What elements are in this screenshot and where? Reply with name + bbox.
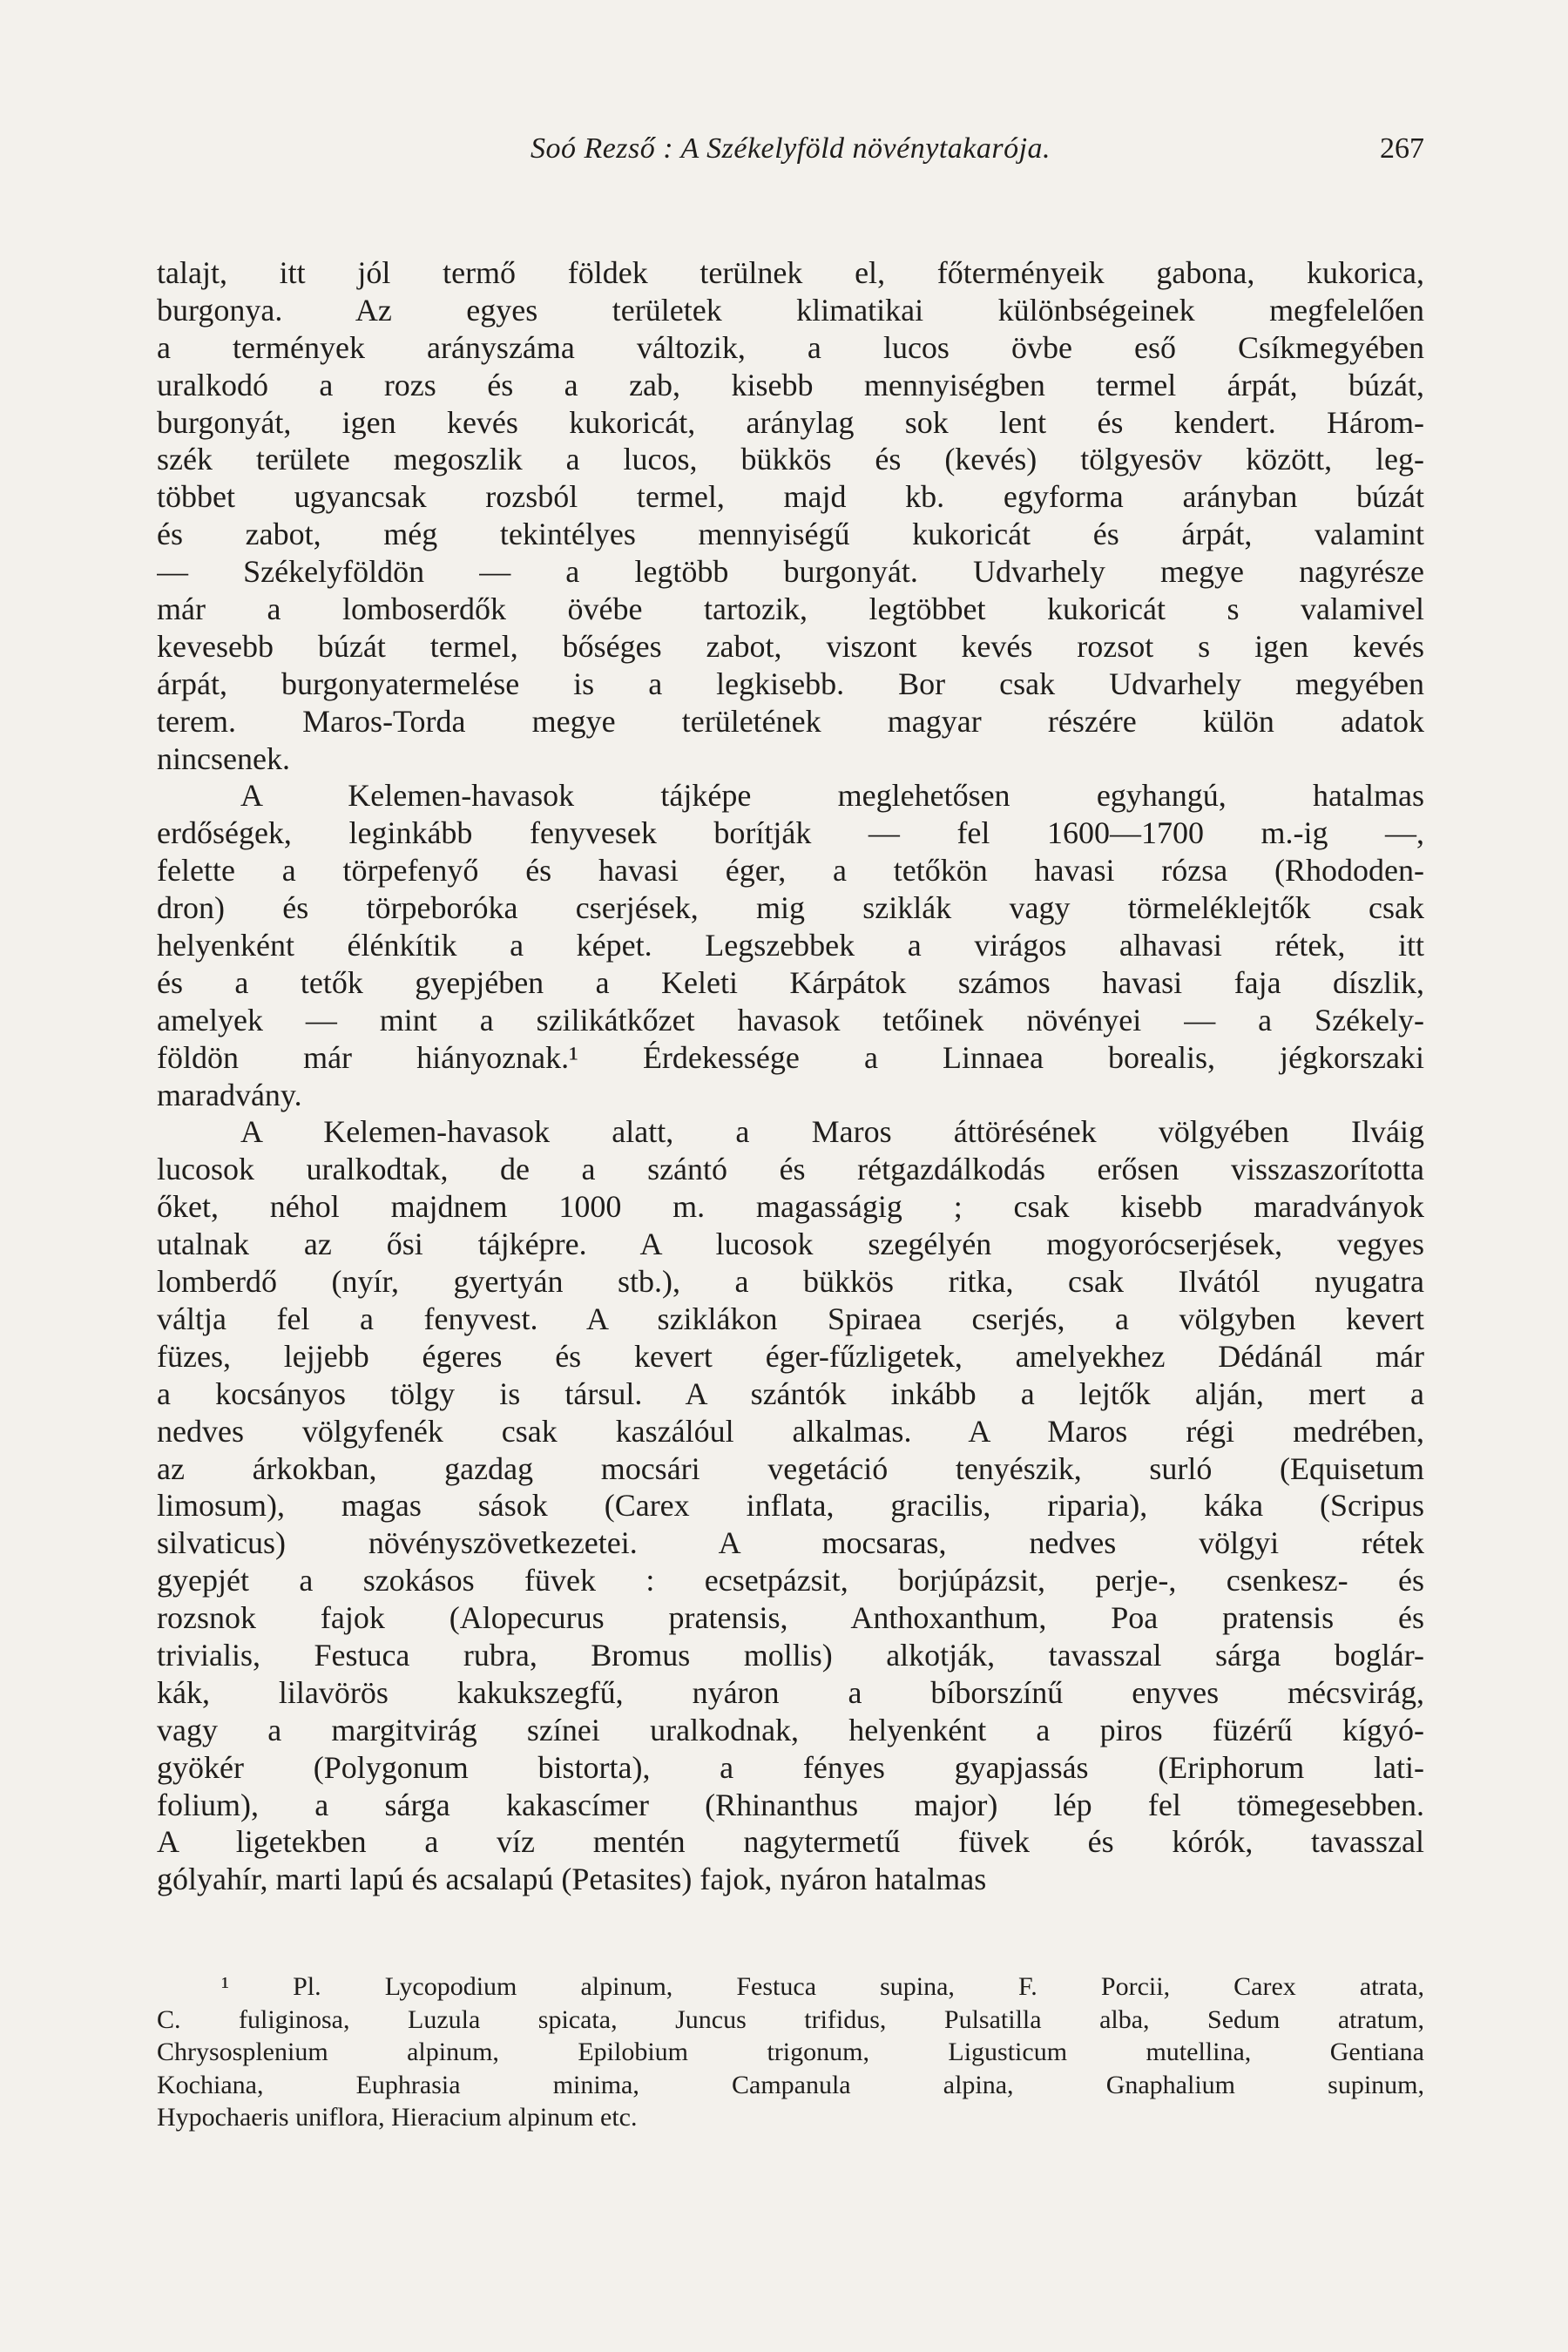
page-number: 267 [1380,132,1424,165]
text-line: gyökér (Polygonum bistorta), a fényes gyapjassás (Eriphorum lati- [157,1749,1424,1785]
text-line: burgonya. Az egyes területek klimatikai különbségeinek megfelelően [157,292,1424,328]
text-line: felette a törpefenyő és havasi éger, a tetőkön havasi rózsa (Rhododen- [157,853,1424,889]
text-line: talajt, itt jól termő földek terülnek el, főterményeik gabona, kukorica, [157,255,1424,290]
text-line: a kocsányos tölgy is társul. A szántók inkább a lejtők alján, mert a [157,1375,1424,1411]
text-line: burgonyát, igen kevés kukoricát, aránylag sok lent és kendert. Három- [157,404,1424,440]
text-line: rozsnok fajok (Alopecurus pratensis, Anthoxanthum, Poa pratensis és [157,1600,1424,1636]
text-line: dron) és törpeboróka cserjések, mig sziklák vagy törmeléklejtők csak [157,890,1424,926]
text-line: kevesebb búzát termel, bőséges zabot, viszont kevés rozsot s igen kevés [157,628,1424,664]
text-line: lomberdő (nyír, gyertyán stb.), a bükkös ritka, csak Ilvától nyugatra [157,1264,1424,1300]
text-line: A Kelemen-havasok alatt, a Maros áttörésének völgyében Ilváig [240,1114,1424,1150]
text-line: utalnak az ősi tájképre. A lucosok szegélyén mogyorócserjések, vegyes [157,1227,1424,1262]
text-line: terem. Maros-Torda megye területének magyar részére külön adatok [157,703,1424,739]
text-line: gólyahír, marti lapú és acsalapú (Petasites) fajok, nyáron hatalmas [157,1862,987,1897]
text-line: trivialis, Festuca rubra, Bromus mollis) alkotják, tavasszal sárga boglár- [157,1637,1424,1673]
text-line: többet ugyancsak rozsból termel, majd kb. egyforma arányban búzát [157,479,1424,515]
text-line: váltja fel a fenyvest. A sziklákon Spiraea cserjés, a völgyben kevert [157,1301,1424,1336]
text-line: a termények arányszáma változik, a lucos övbe eső Csíkmegyében [157,329,1424,365]
text-line: gyepjét a szokásos füvek : ecsetpázsit, borjúpázsit, perje-, csenkesz- és [157,1563,1424,1598]
text-line: uralkodó a rozs és a zab, kisebb mennyiségben termel árpát, búzát, [157,367,1424,402]
text-line: maradvány. [157,1077,302,1112]
text-line: vagy a margitvirág színei uralkodnak, helyenként a piros füzérű kígyó- [157,1712,1424,1747]
text-line: földön már hiányoznak.¹ Érdekessége a Linnaea borealis, jégkorszaki [157,1039,1424,1075]
text-line: az árkokban, gazdag mocsári vegetáció tenyészik, surló (Equisetum [157,1450,1424,1486]
text-line: — Székelyföldön — a legtöbb burgonyát. Udvarhely megye nagyrésze [157,554,1424,590]
text-line: A Kelemen-havasok tájképe meglehetősen egyhangú, hatalmas [240,778,1424,814]
text-line: erdőségek, leginkább fenyvesek borítják — fel 1600—1700 m.-ig —, [157,815,1424,851]
text-line: silvaticus) növényszövetkezetei. A mocsaras, nedves völgyi rétek [157,1525,1424,1561]
footnote-line: Chrysosplenium alpinum, Epilobium trigonum, Ligusticum mutellina, Gentiana [157,2038,1424,2066]
text-line: és a tetők gyepjében a Keleti Kárpátok számos havasi faja díszlik, [157,964,1424,1000]
text-line: nedves völgyfenék csak kaszálóul alkalmas. A Maros régi medrében, [157,1413,1424,1449]
text-line: kák, lilavörös kakukszegfű, nyáron a bíborszínű enyves mécsvirág, [157,1674,1424,1710]
footnote-line: C. fuliginosa, Luzula spicata, Juncus trifidus, Pulsatilla alba, Sedum atratum, [157,2004,1424,2034]
running-head [157,132,1424,176]
text-line: és zabot, még tekintélyes mennyiségű kukoricát és árpát, valamint [157,517,1424,552]
footnotes [157,1970,1424,2134]
text-line: amelyek — mint a szilikátkőzet havasok tetőinek növényei — a Székely- [157,1002,1424,1037]
text-line: őket, néhol majdnem 1000 m. magasságig ; csak kisebb maradványok [157,1189,1424,1225]
text-line: helyenként élénkítik a képet. Legszebbek a virágos alhavasi rétek, itt [157,928,1424,963]
text-line: árpát, burgonyatermelése is a legkisebb. Bor csak Udvarhely megyében [157,666,1424,701]
text-line: limosum), magas sások (Carex inflata, gracilis, riparia), káka (Scripus [157,1488,1424,1524]
text-line: füzes, lejjebb égeres és kevert éger-fűzligetek, amelyekhez Dédánál már [157,1338,1424,1374]
text-line: nincsenek. [157,740,290,776]
text-line: A ligetekben a víz mentén nagytermetű füvek és kórók, tavasszal [157,1824,1424,1860]
text-line: folium), a sárga kakascímer (Rhinanthus major) lép fel tömegesebben. [157,1787,1424,1822]
body-text [157,254,1424,1898]
footnote-line: ¹ Pl. Lycopodium alpinum, Festuca supina, F. Porcii, Carex atrata, [221,1972,1424,2001]
footnote-line: Hypochaeris uniflora, Hieracium alpinum etc. [157,2103,638,2132]
text-line: lucosok uralkodtak, de a szántó és rétgazdálkodás erősen visszaszorította [157,1152,1424,1187]
footnote-line: Kochiana, Euphrasia minima, Campanula alpina, Gnaphalium supinum, [157,2070,1424,2099]
text-line: szék területe megoszlik a lucos, bükkös és (kevés) tölgyesöv között, leg- [157,442,1424,477]
text-line: már a lomboserdők övébe tartozik, legtöbbet kukoricát s valamivel [157,591,1424,627]
running-head-title: Soó Rezső : A Székelyföld növénytakarója. [530,132,1051,165]
